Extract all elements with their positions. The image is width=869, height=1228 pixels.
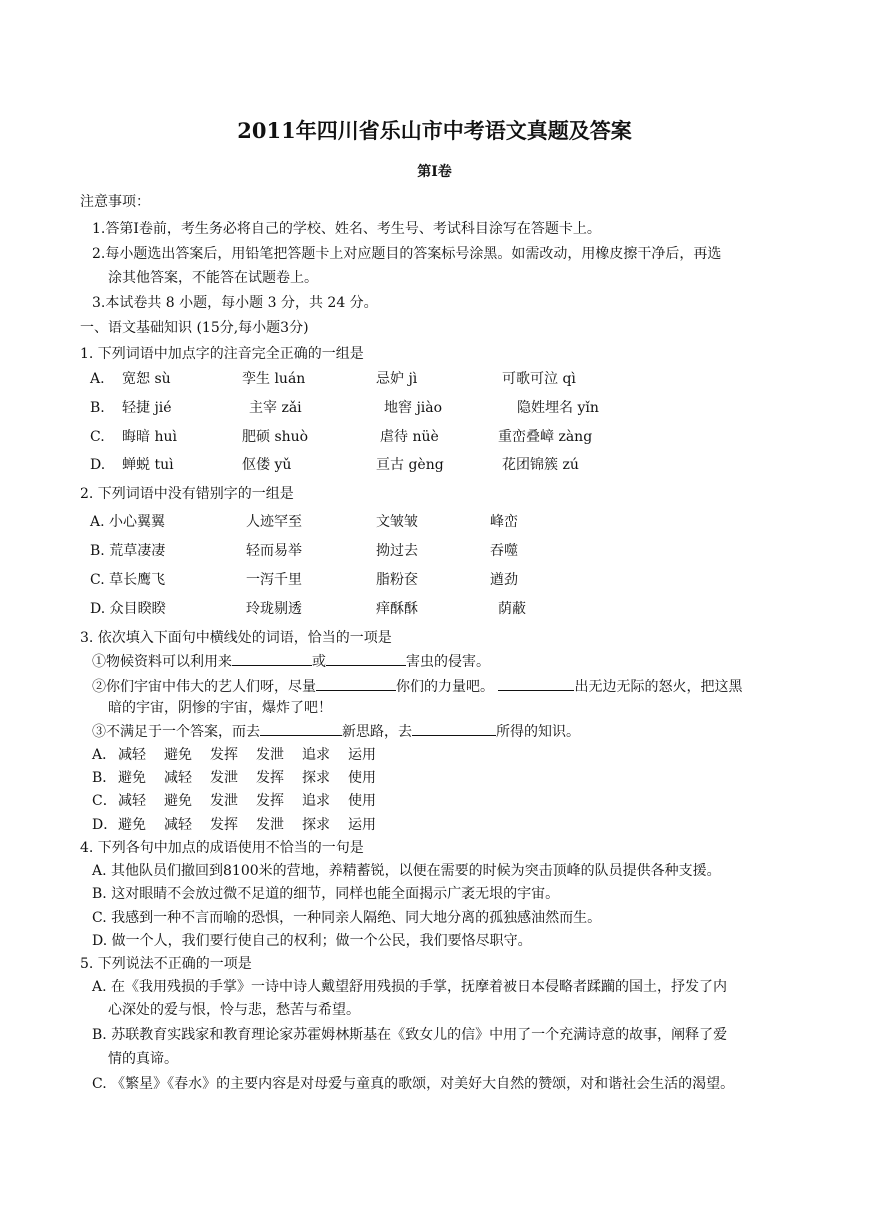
- question-stem: 3. 依次填入下面句中横线处的词语，恰当的一项是: [80, 630, 392, 646]
- q5-option-c: C. 《繁星》《春水》的主要内容是对母爱与童真的歌颂，对美好大自然的赞颂，对和谐社会生活的渴望。: [92, 1076, 735, 1092]
- fill-blank: [412, 721, 496, 736]
- q5-option-a: A. 在《我用残损的手掌》一诗中诗人戴望舒用残损的手掌，抚摩着被日本侵略者蹂躏的国土，抒发了内: [92, 979, 728, 995]
- q5-option-b: B. 苏联教育实践家和教育理论家苏霍姆林斯基在《致女儿的信》中用了一个充满诗意的故事，阐释了爱: [92, 1027, 728, 1043]
- notice-item: 涂其他答案，不能答在试题卷上。: [108, 270, 318, 286]
- fill-blank: [498, 676, 574, 691]
- question-stem: 2. 下列词语中没有错别字的一组是: [80, 486, 294, 502]
- q3-sentence-3: ③不满足于一个答案，而去 新思路，去 所得的知识。: [92, 721, 580, 742]
- q3-sentence-2: ②你们宇宙中伟大的艺人们呀，尽量 你们的力量吧。 出无边无际的怒火，把这黑: [92, 676, 742, 697]
- section-heading: 一、语文基础知识 (15分,每小题3分): [80, 320, 309, 336]
- q5-option-b-cont: 情的真谛。: [108, 1051, 178, 1067]
- question-stem: 5. 下列说法不正确的一项是: [80, 956, 252, 972]
- q4-option-d: D. 做一个人，我们要行使自己的权利；做一个公民，我们要恪尽职守。: [92, 933, 532, 949]
- fill-blank: [232, 651, 312, 666]
- q5-option-a-cont: 心深处的爱与恨，怜与悲，愁苦与希望。: [108, 1002, 360, 1018]
- notice-item: 2.每小题选出答案后，用铅笔把答题卡上对应题目的答案标号涂黑。如需改动，用橡皮擦干净后，再选: [92, 246, 722, 262]
- fill-blank: [316, 676, 396, 691]
- q4-option-a: A. 其他队员们撤回到8100米的营地，养精蓄锐，以便在需要的时候为突击顶峰的队员提供各种支援。: [92, 863, 721, 879]
- question-stem: 1. 下列词语中加点字的注音完全正确的一组是: [80, 346, 364, 362]
- notice-item: 1.答第Ⅰ卷前，考生务必将自己的学校、姓名、考生号、考试科目涂写在答题卡上。: [92, 221, 601, 237]
- q3-sentence-2-cont: 暗的宇宙，阴惨的宇宙，爆炸了吧！: [108, 700, 332, 716]
- question-stem: 4. 下列各句中加点的成语使用不恰当的一句是: [80, 840, 364, 856]
- volume-label: 第Ⅰ卷: [417, 164, 452, 180]
- q4-option-b: B. 这对眼睛不会放过微不足道的细节，同样也能全面揭示广袤无垠的宇宙。: [92, 886, 560, 902]
- q4-option-c: C. 我感到一种不言而喻的恐惧，一种同亲人隔绝、同大地分离的孤独感油然而生。: [92, 910, 602, 926]
- page-title: 2011年四川省乐山市中考语文真题及答案: [237, 118, 632, 143]
- q3-sentence-1: ①物候资料可以利用来 或 害虫的侵害。: [92, 651, 490, 672]
- fill-blank: [326, 651, 406, 666]
- notice-item: 3.本试卷共 8 小题，每小题 3 分，共 24 分。: [92, 295, 378, 311]
- notice-heading: 注意事项：: [80, 194, 150, 210]
- fill-blank: [260, 721, 342, 736]
